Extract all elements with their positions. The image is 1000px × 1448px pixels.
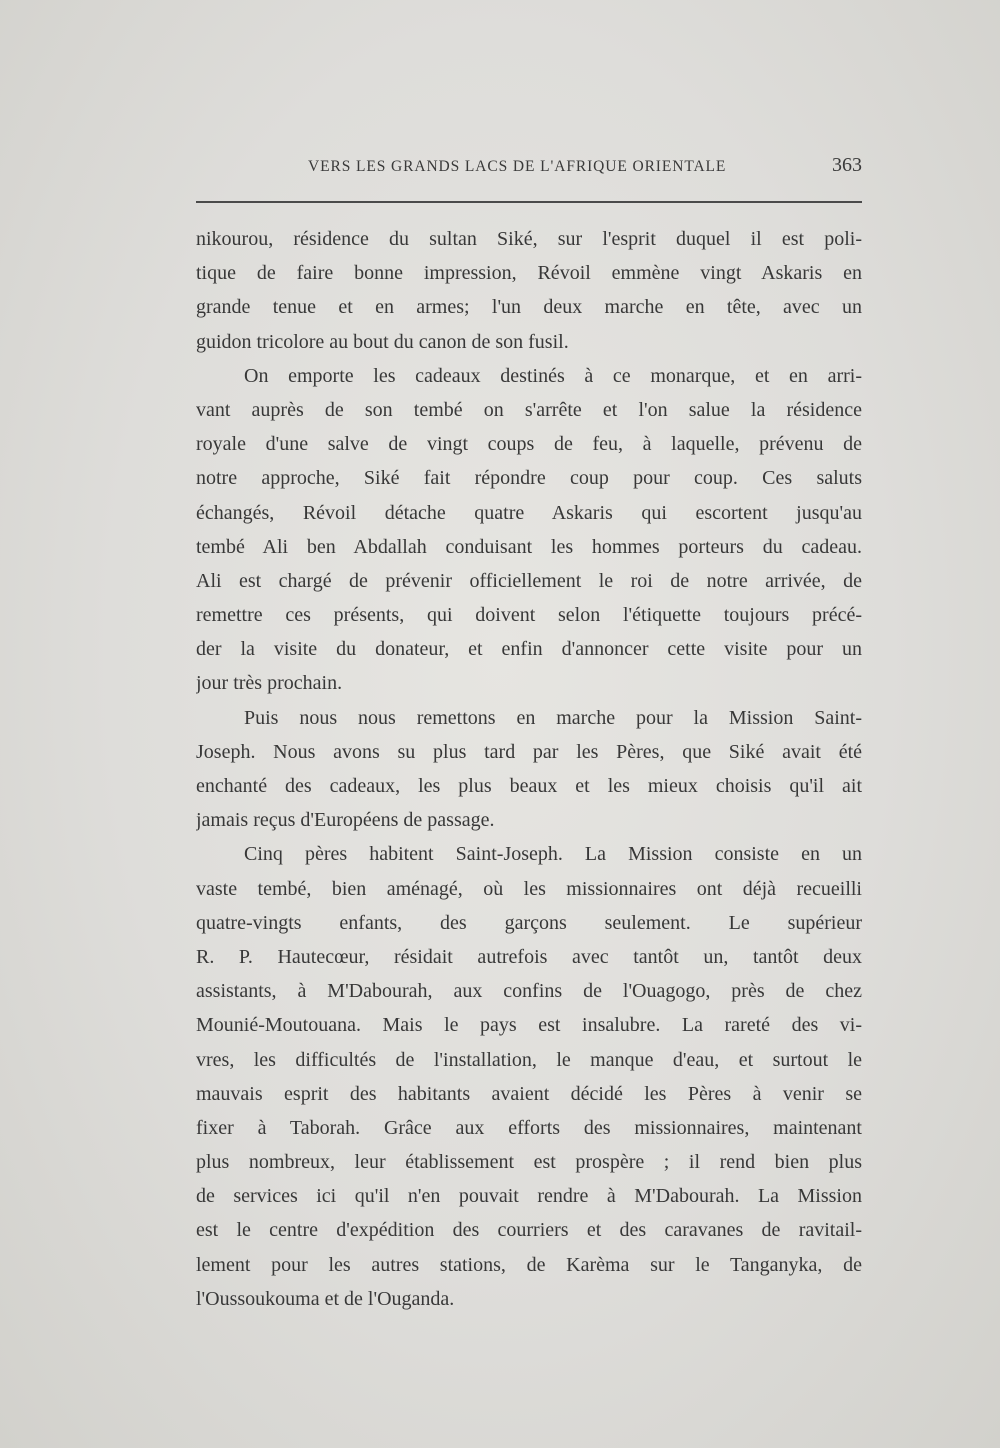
text-line: Ali est chargé de prévenir officiellement le roi de notre arrivée, de	[196, 569, 862, 592]
text-line: tembé Ali ben Abdallah conduisant les hommes porteurs du cadeau.	[196, 535, 862, 558]
text-line: Cinq pères habitent Saint-Joseph. La Mission consiste en un	[244, 843, 862, 866]
text-line: Joseph. Nous avons su plus tard par les Pères, que Siké avait été	[196, 740, 862, 763]
text-line: l'Oussoukouma et de l'Ouganda.	[196, 1287, 455, 1310]
text-line: fixer à Taborah. Grâce aux efforts des missionnaires, maintenant	[196, 1116, 862, 1139]
text-line: plus nombreux, leur établissement est prospère ; il rend bien plus	[196, 1151, 862, 1174]
text-line: vres, les difficultés de l'installation, le manque d'eau, et surtout le	[196, 1048, 862, 1071]
running-head	[196, 156, 862, 186]
text-line: assistants, à M'Dabourah, aux confins de l'Ouagogo, près de chez	[196, 980, 862, 1003]
text-line: enchanté des cadeaux, les plus beaux et les mieux choisis qu'il ait	[196, 775, 862, 797]
text-line: échangés, Révoil détache quatre Askaris qui escortent jusqu'au	[196, 501, 862, 524]
body-text	[196, 222, 862, 1316]
text-line: royale d'une salve de vingt coups de feu, à laquelle, prévenu de	[196, 433, 862, 456]
text-line: jour très prochain.	[196, 672, 343, 695]
text-line: jamais reçus d'Européens de passage.	[196, 809, 495, 832]
text-line: de services ici qu'il n'en pouvait rendre à M'Dabourah. La Mission	[196, 1185, 862, 1208]
text-line: mauvais esprit des habitants avaient décidé les Pères à venir se	[196, 1082, 862, 1105]
text-line: R. P. Hautecœur, résidait autrefois avec tantôt un, tantôt deux	[196, 945, 862, 968]
header-rule	[196, 201, 862, 203]
text-line: tique de faire bonne impression, Révoil emmène vingt Askaris en	[196, 262, 862, 285]
page-number: 363	[832, 154, 862, 176]
text-line: nikourou, résidence du sultan Siké, sur l'esprit duquel il est poli-	[196, 228, 862, 250]
text-line: Puis nous nous remettons en marche pour la Mission Saint-	[244, 706, 862, 729]
text-line: grande tenue et en armes; l'un deux marche en tête, avec un	[196, 296, 862, 319]
text-line: est le centre d'expédition des courriers et des caravanes de ravitail-	[196, 1219, 862, 1242]
text-line: lement pour les autres stations, de Karèma sur le Tanganyka, de	[196, 1253, 862, 1276]
text-line: guidon tricolore au bout du canon de son fusil.	[196, 330, 569, 353]
text-line: remettre ces présents, qui doivent selon l'étiquette toujours précé-	[196, 604, 862, 627]
text-line: On emporte les cadeaux destinés à ce monarque, et en arri-	[244, 364, 862, 387]
text-line: notre approche, Siké fait répondre coup pour coup. Ces saluts	[196, 467, 862, 490]
text-line: Mounié-Moutouana. Mais le pays est insalubre. La rareté des vi-	[196, 1014, 862, 1037]
text-line: vaste tembé, bien aménagé, où les missionnaires ont déjà recueilli	[196, 877, 862, 900]
text-line: der la visite du donateur, et enfin d'annoncer cette visite pour un	[196, 638, 862, 661]
text-line: quatre-vingts enfants, des garçons seulement. Le supérieur	[196, 911, 862, 934]
text-line: vant auprès de son tembé on s'arrête et l'on salue la résidence	[196, 398, 862, 421]
running-title: VERS LES GRANDS LACS DE L'AFRIQUE ORIENTALE	[308, 158, 727, 175]
